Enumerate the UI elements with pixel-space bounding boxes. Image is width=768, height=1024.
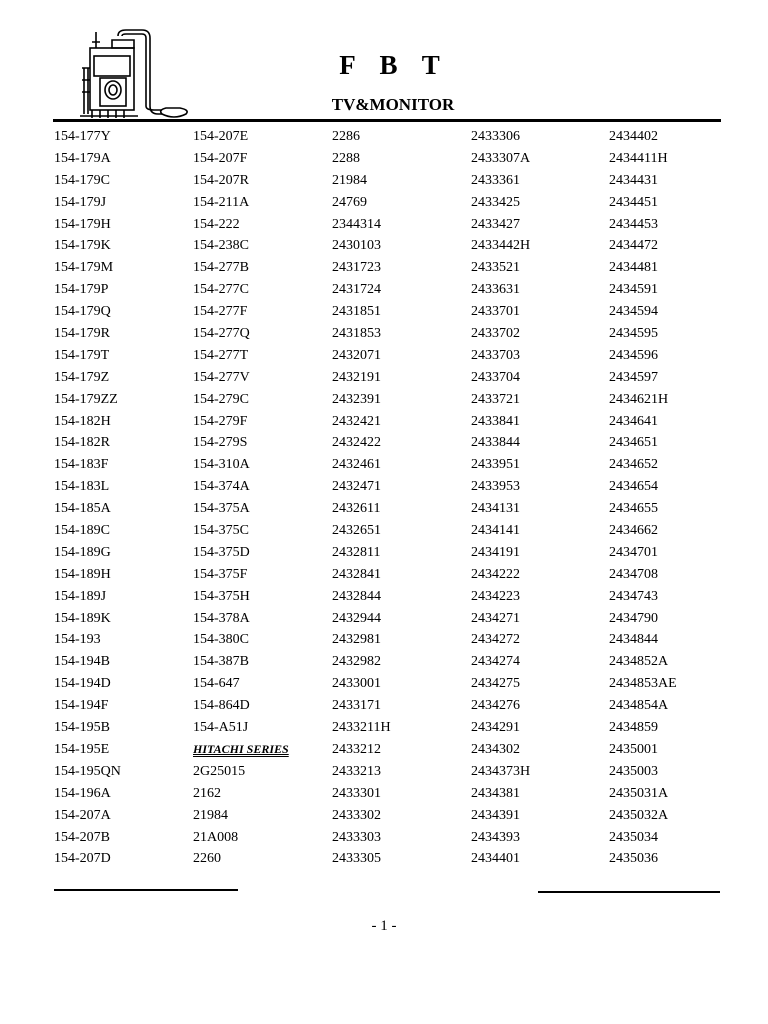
part-number: 154-194F [54, 698, 109, 714]
part-number: 154-183L [54, 479, 110, 495]
part-number: 2433303 [332, 829, 381, 845]
part-number: 154-177Y [54, 129, 111, 144]
part-number: 2433302 [332, 807, 381, 823]
part-number: 154-277Q [193, 326, 250, 342]
part-number: 2434790 [609, 610, 658, 626]
part-number: 2433721 [471, 391, 520, 407]
part-number: 2432811 [332, 544, 381, 560]
part-number: 154-375H [193, 588, 250, 604]
part-number: 2433212 [332, 741, 381, 757]
part-number: 154-378A [193, 610, 250, 626]
part-number: 2433425 [471, 194, 520, 210]
part-number: 154-864D [193, 698, 250, 714]
part-number: 2434595 [609, 326, 658, 342]
part-number: 154-189K [54, 610, 111, 626]
part-number: 2434662 [609, 523, 658, 539]
part-number: 2432981 [332, 632, 381, 648]
part-number: 154-207B [54, 829, 110, 845]
part-number: 2431723 [332, 260, 381, 276]
part-number: 154-207R [193, 172, 249, 188]
part-number: 2434401 [471, 851, 520, 867]
part-number: 154-189H [54, 566, 111, 582]
part-number: 2433951 [471, 457, 520, 473]
part-number: 2434481 [609, 260, 658, 276]
part-number: 24769 [332, 194, 367, 210]
part-number: 2434291 [471, 720, 520, 736]
part-number: 154-179J [54, 194, 107, 210]
part-number: 154-179K [54, 238, 111, 254]
part-number: 2434381 [471, 785, 520, 801]
part-number: 2433171 [332, 698, 381, 714]
header-rule [53, 119, 721, 122]
part-number: 154-277T [193, 347, 249, 363]
part-number: 2434402 [609, 129, 658, 144]
part-number: 154-211A [193, 194, 250, 210]
part-number: 154-194D [54, 676, 111, 692]
part-number: 2432391 [332, 391, 381, 407]
part-number: 2432611 [332, 501, 381, 517]
part-number: 2434131 [471, 501, 520, 517]
part-number: 2434223 [471, 588, 520, 604]
part-number: 2434141 [471, 523, 520, 539]
part-number: 154-179C [54, 172, 110, 188]
series-heading: HITACHI SERIES [193, 741, 289, 756]
part-number: 154-193 [54, 632, 101, 648]
part-number: 154-179P [54, 282, 109, 298]
part-number: 2434276 [471, 698, 520, 714]
part-number: 154-179H [54, 216, 111, 232]
page-title: F B T [339, 50, 449, 80]
part-number: 2433701 [471, 304, 520, 320]
part-number: 2434391 [471, 807, 520, 823]
part-number: 154-179Q [54, 304, 111, 320]
part-number: 2433442H [471, 238, 531, 254]
part-number: 2433306 [471, 129, 520, 144]
part-number: 2434411H [609, 150, 668, 166]
part-number: 2433704 [471, 369, 520, 385]
part-number: 2433211H [332, 720, 391, 736]
part-number: 154-374A [193, 479, 250, 495]
part-number: 154-179T [54, 347, 110, 363]
part-number: 2432422 [332, 435, 381, 451]
page-number: - 1 - [371, 918, 397, 934]
part-number: 154-195QN [54, 763, 121, 779]
part-number: 2433001 [332, 676, 381, 692]
part-number: 2434743 [609, 588, 658, 604]
part-number: 154-310A [193, 457, 250, 473]
part-number: 154-387B [193, 654, 249, 670]
part-number: 2434591 [609, 282, 658, 298]
part-number: 154-277F [193, 304, 248, 320]
part-number: 2434274 [471, 654, 520, 670]
part-number: 21984 [332, 172, 367, 188]
part-number: 2434596 [609, 347, 658, 363]
part-number: 154-179R [54, 326, 110, 342]
part-number: 2434302 [471, 741, 520, 757]
part-number: 154-195B [54, 720, 110, 736]
part-number: 2432471 [332, 479, 381, 495]
part-number: 2433361 [471, 172, 520, 188]
part-number: 2434222 [471, 566, 520, 582]
part-number: 2432421 [332, 413, 381, 429]
part-number: 2434654 [609, 479, 658, 495]
part-number: 2434621H [609, 391, 669, 407]
part-number: 154-183F [54, 457, 109, 473]
part-number: 2434853AE [609, 676, 677, 692]
part-number: 2288 [332, 150, 360, 166]
part-number: 154-238C [193, 238, 249, 254]
part-number: 2434651 [609, 435, 658, 451]
part-number: 2434393 [471, 829, 520, 845]
part-number: 154-207E [193, 129, 249, 144]
part-number: 2432191 [332, 369, 381, 385]
part-number: 154-189C [54, 523, 110, 539]
part-number: 154-182R [54, 435, 110, 451]
part-number: 2434854A [609, 698, 669, 714]
part-number: 2434641 [609, 413, 658, 429]
part-number: 154-375D [193, 544, 250, 560]
part-number: 2434191 [471, 544, 520, 560]
part-number: 154-279S [193, 435, 248, 451]
part-number: 2434708 [609, 566, 658, 582]
part-number: 2434652 [609, 457, 658, 473]
part-number: 154-189G [54, 544, 111, 560]
part-number: 2286 [332, 129, 360, 144]
part-number: 2431851 [332, 304, 381, 320]
part-number: 154-647 [193, 676, 240, 692]
footer-rule-left [54, 889, 238, 891]
part-number: 154-207D [54, 851, 111, 867]
part-number: 154-196A [54, 785, 111, 801]
part-number: 154-222 [193, 216, 240, 232]
part-number: 2434275 [471, 676, 520, 692]
part-number: 2434373H [471, 763, 531, 779]
part-number: 2434451 [609, 194, 658, 210]
part-number: 2433631 [471, 282, 520, 298]
part-number: 2434597 [609, 369, 658, 385]
part-number: 2432651 [332, 523, 381, 539]
part-number: 154-195E [54, 741, 110, 757]
column-5 [609, 126, 677, 870]
part-number: 2432844 [332, 588, 381, 604]
part-number: 2435031A [609, 785, 669, 801]
part-number: 154-179Z [54, 369, 110, 385]
column-1 [54, 126, 121, 870]
page-subtitle: TV&MONITOR [331, 95, 455, 114]
footer-rule-right [538, 891, 720, 893]
part-number: 2434272 [471, 632, 520, 648]
part-number: 154-277B [193, 260, 249, 276]
part-number: 2435036 [609, 851, 658, 867]
part-number: 154-207F [193, 150, 248, 166]
part-number: 21A008 [193, 829, 239, 845]
part-number: 2431724 [332, 282, 381, 298]
part-number: 154-A51J [193, 720, 249, 736]
part-number: 154-380C [193, 632, 249, 648]
part-number: 2433702 [471, 326, 520, 342]
part-number: 154-277C [193, 282, 249, 298]
part-number: 2435003 [609, 763, 658, 779]
part-number: 2433427 [471, 216, 520, 232]
part-number: 2431853 [332, 326, 381, 342]
part-number: 2162 [193, 785, 221, 801]
part-number: 154-182H [54, 413, 111, 429]
part-number: 154-375C [193, 523, 249, 539]
part-number: 154-375A [193, 501, 250, 517]
part-number: 2434431 [609, 172, 658, 188]
part-number: 2434859 [609, 720, 658, 736]
part-number: 2435034 [609, 829, 658, 845]
part-number: 2434655 [609, 501, 658, 517]
part-number: 2433953 [471, 479, 520, 495]
part-number: 2434472 [609, 238, 658, 254]
part-number: 154-375F [193, 566, 248, 582]
part-number: 154-179ZZ [54, 391, 118, 407]
part-number: 2432461 [332, 457, 381, 473]
part-number: 154-207A [54, 807, 111, 823]
part-number: 2344314 [332, 216, 381, 232]
part-number: 2432071 [332, 347, 381, 363]
part-number: 2433521 [471, 260, 520, 276]
part-number: 2434844 [609, 632, 658, 648]
part-number: 154-179M [54, 260, 114, 276]
part-number: 2434852A [609, 654, 669, 670]
part-number: 154-179A [54, 150, 111, 166]
part-number: 2433213 [332, 763, 381, 779]
part-number: 2433703 [471, 347, 520, 363]
part-number: 154-194B [54, 654, 110, 670]
part-number: 21984 [193, 807, 228, 823]
part-number: 154-189J [54, 588, 107, 604]
part-number: 154-279C [193, 391, 249, 407]
column-4 [471, 126, 530, 870]
part-number: 2433844 [471, 435, 520, 451]
part-number: 2434271 [471, 610, 520, 626]
part-number: 2433841 [471, 413, 520, 429]
part-number: 2434701 [609, 544, 658, 560]
part-number: 2432944 [332, 610, 381, 626]
column-2 [193, 126, 289, 870]
part-number: 2432841 [332, 566, 381, 582]
part-number: 2435032A [609, 807, 669, 823]
part-number: 2433301 [332, 785, 381, 801]
part-number: 2434453 [609, 216, 658, 232]
part-number: 154-277V [193, 369, 250, 385]
part-number: 2432982 [332, 654, 381, 670]
column-3 [332, 126, 391, 870]
part-number: 2433305 [332, 851, 381, 867]
part-number: 154-185A [54, 501, 111, 517]
part-number: 2260 [193, 851, 221, 867]
part-number: 2G25015 [193, 763, 246, 779]
part-number: 2434594 [609, 304, 658, 320]
part-number: 2435001 [609, 741, 658, 757]
part-number: 154-279F [193, 413, 248, 429]
part-number: 2433307A [471, 150, 531, 166]
part-number: 2430103 [332, 238, 381, 254]
